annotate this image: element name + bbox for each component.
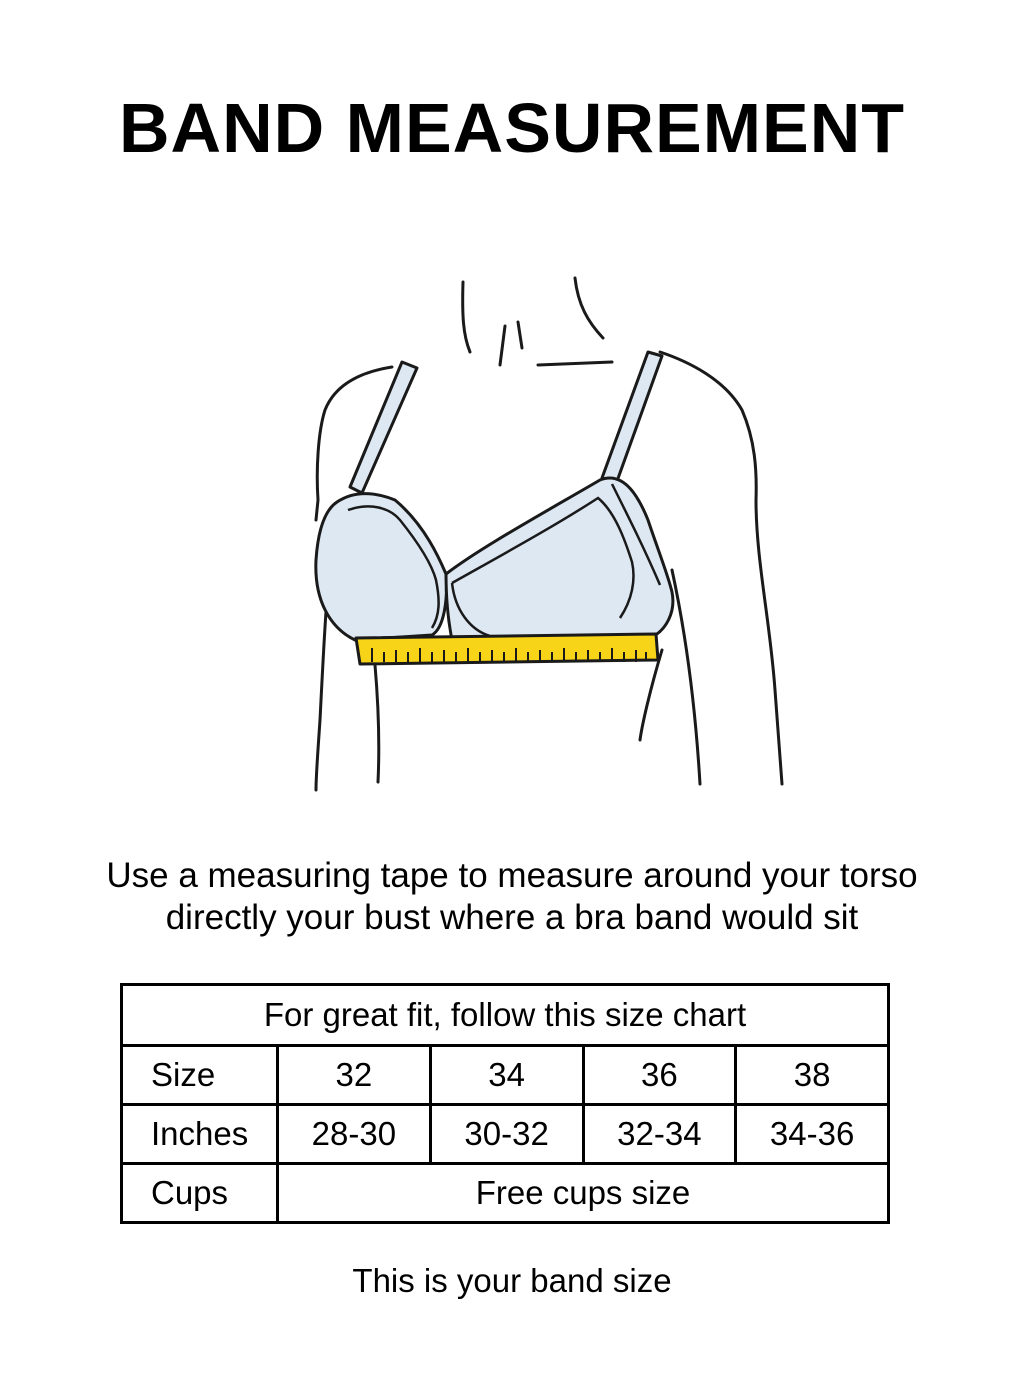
- table-row: [122, 1046, 889, 1105]
- instructions-line-1: Use a measuring tape to measure around your torso: [106, 856, 918, 895]
- table-cell: 30-32: [430, 1105, 583, 1164]
- table-cell: 34-36: [736, 1105, 889, 1164]
- table-cell: 38: [736, 1046, 889, 1105]
- table-row: [122, 1164, 889, 1223]
- bra-measuring-tape-illustration-icon: [290, 270, 810, 800]
- instructions-line-2: directly your bust where a bra band would sit: [165, 898, 859, 937]
- size-chart-caption: For great fit, follow this size chart: [122, 985, 889, 1046]
- measurement-instructions: [0, 855, 1024, 939]
- row-label-inches: Inches: [122, 1105, 278, 1164]
- footer-note: This is your band size: [352, 1262, 672, 1299]
- table-cell: 32: [278, 1046, 431, 1105]
- row-label-size: Size: [122, 1046, 278, 1105]
- table-row: [122, 1105, 889, 1164]
- size-chart-table: [120, 983, 890, 1224]
- table-cell: 34: [430, 1046, 583, 1105]
- row-label-cups: Cups: [122, 1164, 278, 1223]
- table-cell: Free cups size: [278, 1164, 889, 1223]
- page-title: BAND MEASUREMENT: [119, 89, 905, 167]
- table-cell: 32-34: [583, 1105, 736, 1164]
- table-cell: 28-30: [278, 1105, 431, 1164]
- table-cell: 36: [583, 1046, 736, 1105]
